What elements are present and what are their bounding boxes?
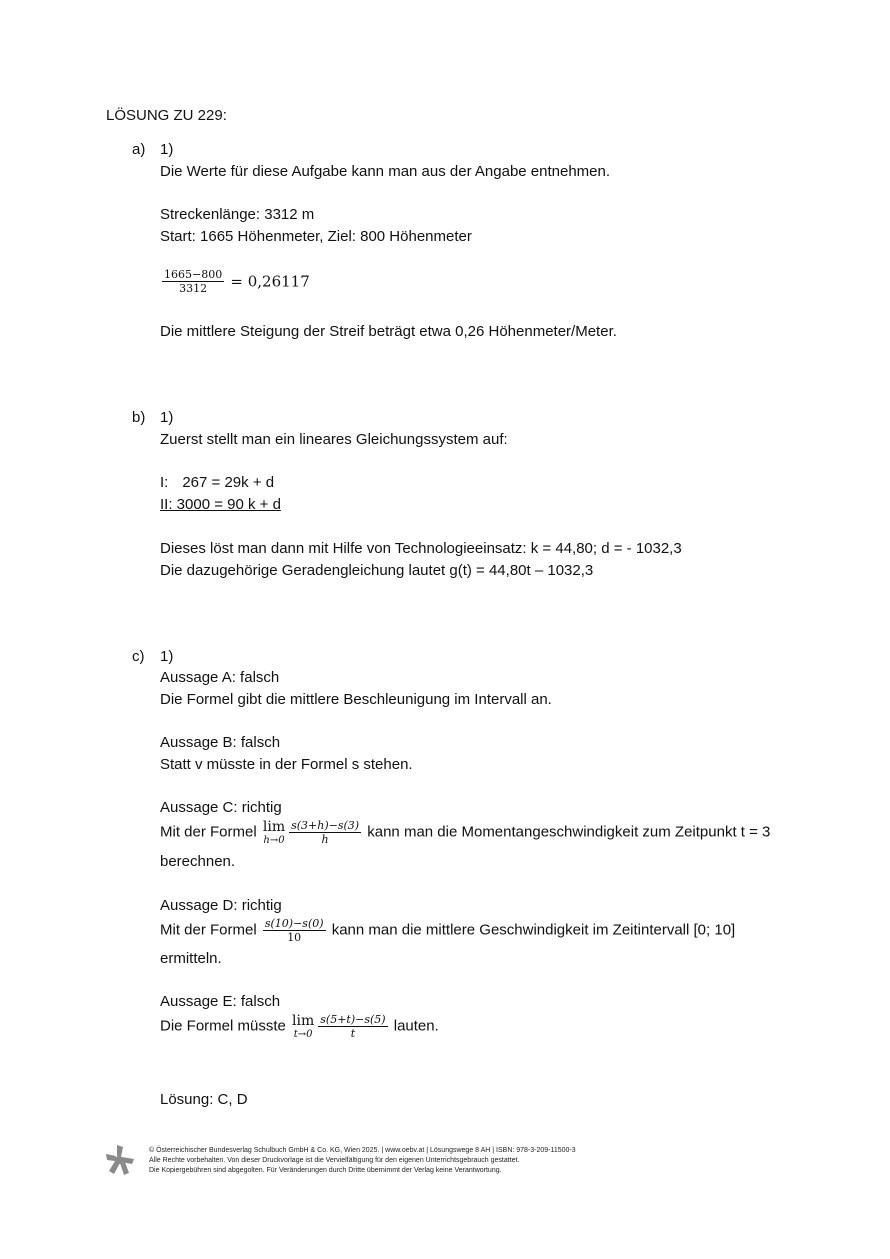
statement-c-limit bbox=[263, 820, 285, 846]
statement-c-fraction bbox=[289, 819, 361, 846]
part-a-label: a) bbox=[132, 141, 146, 158]
part-a-formula bbox=[160, 268, 310, 295]
part-a-conclusion: Die mittlere Steigung der Streif beträgt etwa 0,26 Höhenmeter/Meter. bbox=[160, 323, 617, 340]
footer-line-3: Die Kopiergebühren sind abgegolten. Für Veränderungen durch Dritte übernimmt der Verlag keine Verantwortung. bbox=[149, 1167, 502, 1174]
part-a-intro: Die Werte für diese Aufgabe kann man aus der Angabe entnehmen. bbox=[160, 163, 611, 180]
statement-c-post: kann man die Momentangeschwindigkeit zum Zeitpunkt t = 3 bbox=[367, 823, 771, 841]
statement-d-continuation: ermitteln. bbox=[160, 950, 222, 967]
part-a-fraction-denominator: 3312 bbox=[179, 282, 208, 295]
footer-copyright bbox=[149, 1146, 576, 1176]
part-c-number: 1) bbox=[160, 648, 174, 665]
part-a-line2: Start: 1665 Höhenmeter, Ziel: 800 Höhenmeter bbox=[160, 228, 472, 245]
statement-c-denominator: h bbox=[321, 833, 329, 846]
footer-line-2: Alle Rechte vorbehalten. Von dieser Druckvorlage ist die Vervielfältigung für den eigenen Unterrichtsgebrauch gestattet. bbox=[149, 1157, 520, 1164]
part-c-label: c) bbox=[132, 648, 145, 665]
statement-c-numerator: s(3+h)−s(3) bbox=[291, 819, 360, 832]
statement-c-text bbox=[160, 819, 770, 846]
statement-e-pre: Die Formel müsste bbox=[160, 1017, 286, 1035]
statement-c-continuation: berechnen. bbox=[160, 853, 236, 870]
part-b-label: b) bbox=[132, 409, 146, 426]
statement-b-heading: Aussage B: falsch bbox=[160, 734, 281, 751]
footer-line-1: © Österreichischer Bundesverlag Schulbuch GmbH & Co. KG, Wien 2025. | www.oebv.at | Lösungswege 8 AH | ISBN: 978-3-209-11500-3 bbox=[149, 1147, 576, 1154]
statement-d-text bbox=[160, 917, 735, 944]
statement-e-lim-word: lim bbox=[292, 1012, 315, 1029]
part-b-result: Die dazugehörige Geradengleichung lautet g(t) = 44,80t – 1032,3 bbox=[160, 562, 594, 579]
solution-line: Lösung: C, D bbox=[160, 1091, 248, 1108]
part-a-fraction-numerator: 1665−800 bbox=[164, 268, 223, 281]
statement-e-text bbox=[160, 1013, 439, 1040]
part-b-solve: Dieses löst man dann mit Hilfe von Technologieeinsatz: k = 44,80; d = - 1032,3 bbox=[160, 540, 682, 557]
part-b-equation-2: II: 3000 = 90 k + d bbox=[160, 496, 281, 513]
statement-d-denominator: 10 bbox=[287, 931, 302, 944]
part-b-equation-1 bbox=[160, 474, 274, 491]
statement-e-post: lauten. bbox=[393, 1017, 439, 1035]
part-b-number: 1) bbox=[160, 409, 174, 426]
statement-c-lim-sub: h→0 bbox=[263, 834, 285, 846]
part-a-line1: Streckenlänge: 3312 m bbox=[160, 206, 315, 223]
statement-e-lim-sub: t→0 bbox=[293, 1028, 313, 1040]
statement-e-limit bbox=[292, 1014, 314, 1040]
statement-d-fraction bbox=[263, 917, 326, 944]
part-b-equation-1-label: I: bbox=[160, 474, 169, 491]
statement-a-heading: Aussage A: falsch bbox=[160, 669, 280, 686]
statement-e-heading: Aussage E: falsch bbox=[160, 993, 281, 1010]
statement-c-lim-word: lim bbox=[262, 818, 286, 835]
statement-e-denominator: t bbox=[350, 1027, 356, 1040]
part-b-intro: Zuerst stellt man ein lineares Gleichungssystem auf: bbox=[160, 431, 508, 448]
statement-c-pre: Mit der Formel bbox=[160, 823, 257, 841]
page-title: LÖSUNG ZU 229: bbox=[106, 107, 227, 124]
statement-d-pre: Mit der Formel bbox=[160, 921, 257, 939]
statement-a-text: Die Formel gibt die mittlere Beschleunigung im Intervall an. bbox=[160, 691, 552, 708]
statement-c-heading: Aussage C: richtig bbox=[160, 799, 282, 816]
statement-d-post: kann man die mittlere Geschwindigkeit im Zeitintervall [0; 10] bbox=[331, 921, 736, 939]
statement-d-heading: Aussage D: richtig bbox=[160, 897, 282, 914]
publisher-logo-icon bbox=[104, 1144, 136, 1176]
statement-b-text: Statt v müsste in der Formel s stehen. bbox=[160, 756, 413, 773]
statement-e-numerator: s(5+t)−s(5) bbox=[320, 1013, 386, 1026]
statement-e-fraction bbox=[318, 1013, 387, 1040]
part-a-result: = 0,26117 bbox=[230, 272, 310, 291]
part-b-equation-1-text: 267 = 29k + d bbox=[182, 474, 275, 491]
part-a-number: 1) bbox=[160, 141, 174, 158]
statement-d-numerator: s(10)−s(0) bbox=[264, 917, 324, 930]
part-a-fraction bbox=[162, 268, 224, 295]
